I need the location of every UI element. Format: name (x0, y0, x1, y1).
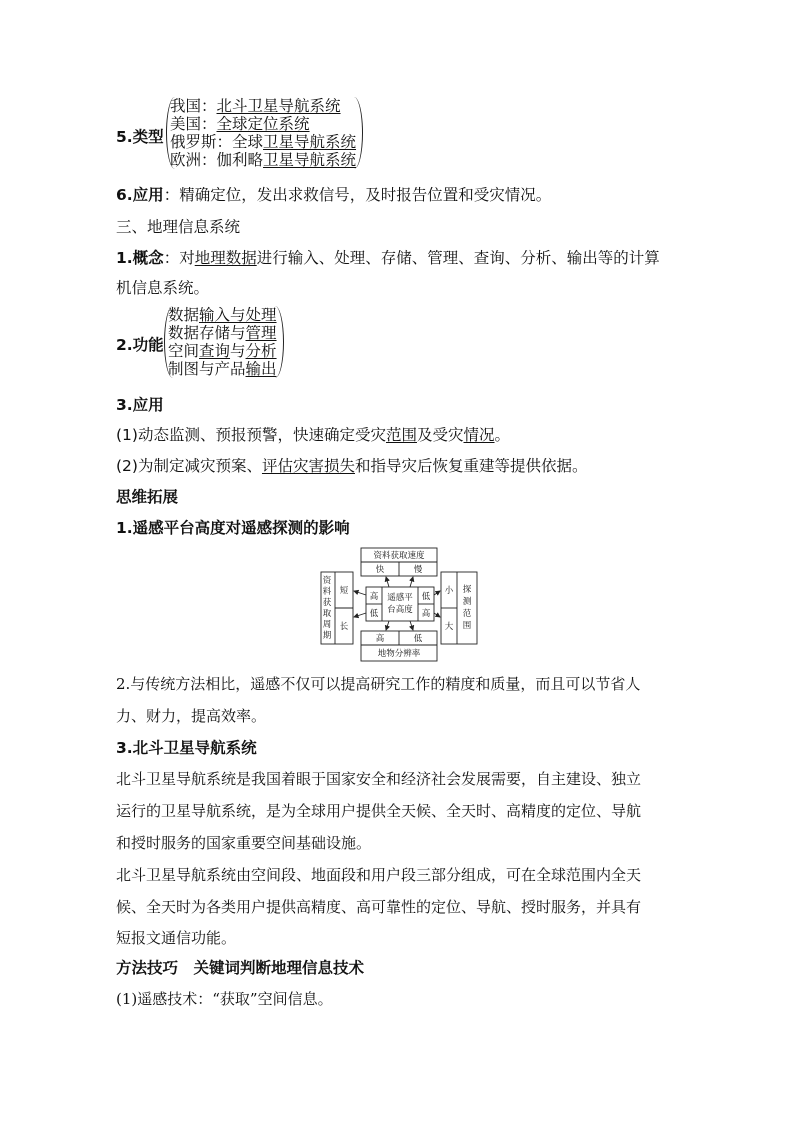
diagram-right-big: 大 (444, 622, 454, 632)
beidou-p2-line-1: 北斗卫星导航系统由空间段、地面段和用户段三部分组成，可在全球范围内全天 (116, 866, 642, 884)
beidou-p1-line-3: 和授时服务的国家重要空间基础设施。 (116, 834, 372, 852)
section-3-heading: 三、地理信息系统 (116, 218, 241, 236)
diagram-left-long: 长 (339, 622, 349, 632)
diagram-high-right: 高 (421, 609, 431, 619)
application-line: 6.应用：精确定位，发出求救信号，及时报告位置和受灾情况。 (116, 186, 552, 204)
diagram-bottom-title: 地物分辨率 (377, 649, 421, 659)
functions-label: 2.功能 (116, 336, 164, 354)
app3-label: 3.应用 (116, 396, 164, 414)
diagram-low-left: 低 (369, 609, 379, 619)
remote-sensing-height-diagram (320, 547, 486, 663)
types-item-usa: 美国：全球定位系统 (170, 115, 310, 133)
function-item-query: 空间查询与分析 (168, 342, 277, 360)
function-item-storage: 数据存储与管理 (168, 324, 277, 342)
types-item-europe: 欧洲：伽利略卫星导航系统 (170, 151, 357, 169)
types-label: 5.类型 (116, 128, 164, 146)
diagram-bottom-high: 高 (375, 634, 385, 644)
types-brace-list (166, 97, 363, 169)
think-item-2-line-1: 2.与传统方法相比，遥感不仅可以提高研究工作的精度和质量，而且可以节省人 (116, 675, 641, 693)
diagram-high-left: 高 (369, 592, 379, 602)
diagram-top-fast: 快 (375, 565, 385, 575)
think-heading: 思维拓展 (116, 488, 179, 506)
beidou-p1-line-1: 北斗卫星导航系统是我国着眼于国家安全和经济社会发展需要，自主建设、独立 (116, 770, 642, 788)
types-item-china: 我国：北斗卫星导航系统 (170, 97, 341, 115)
function-item-output: 制图与产品输出 (168, 360, 277, 378)
think-item-1: 1.遥感平台高度对遥感探测的影响 (116, 519, 350, 537)
method-item-1: (1)遥感技术：“获取”空间信息。 (116, 990, 333, 1008)
types-item-russia: 俄罗斯：全球卫星导航系统 (170, 133, 357, 151)
app3-item-2: (2)为制定减灾预案、评估灾害损失和指导灾后恢复重建等提供依据。 (116, 457, 588, 475)
diagram-right-small: 小 (444, 586, 454, 596)
beidou-p2-line-3: 短报文通信功能。 (116, 929, 237, 947)
diagram-top-title: 资料获取速度 (373, 551, 425, 561)
diagram-left-title: 资料获取周期 (322, 576, 332, 641)
diagram-bottom-low: 低 (413, 634, 423, 644)
beidou-p2-line-2: 候、全天时为各类用户提供高精度、高可靠性的定位、导航、授时服务，并具有 (116, 898, 642, 916)
think-item-3: 3.北斗卫星导航系统 (116, 739, 257, 757)
concept-line-1: 1.概念：对地理数据进行输入、处理、存储、管理、查询、分析、输出等的计算 (116, 249, 660, 267)
functions-brace-list (164, 306, 284, 378)
think-item-2-line-2: 力、财力，提高效率。 (116, 707, 267, 725)
app3-item-1: (1)动态监测、预报预警，快速确定受灾范围及受灾情况。 (116, 426, 511, 444)
method-heading: 方法技巧 关键词判断地理信息技术 (116, 959, 365, 977)
beidou-p1-line-2: 运行的卫星导航系统，是为全球用户提供全天候、全天时、高精度的定位、导航 (116, 802, 642, 820)
diagram-left-short: 短 (339, 586, 349, 596)
diagram-low-right: 低 (421, 592, 431, 602)
diagram-right-title: 探测范围 (462, 585, 472, 631)
diagram-top-slow: 慢 (413, 565, 423, 575)
diagram-center-label: 遥感平台高度 (387, 593, 413, 615)
function-item-input: 数据输入与处理 (168, 306, 277, 324)
concept-line-2: 机信息系统。 (116, 279, 210, 297)
